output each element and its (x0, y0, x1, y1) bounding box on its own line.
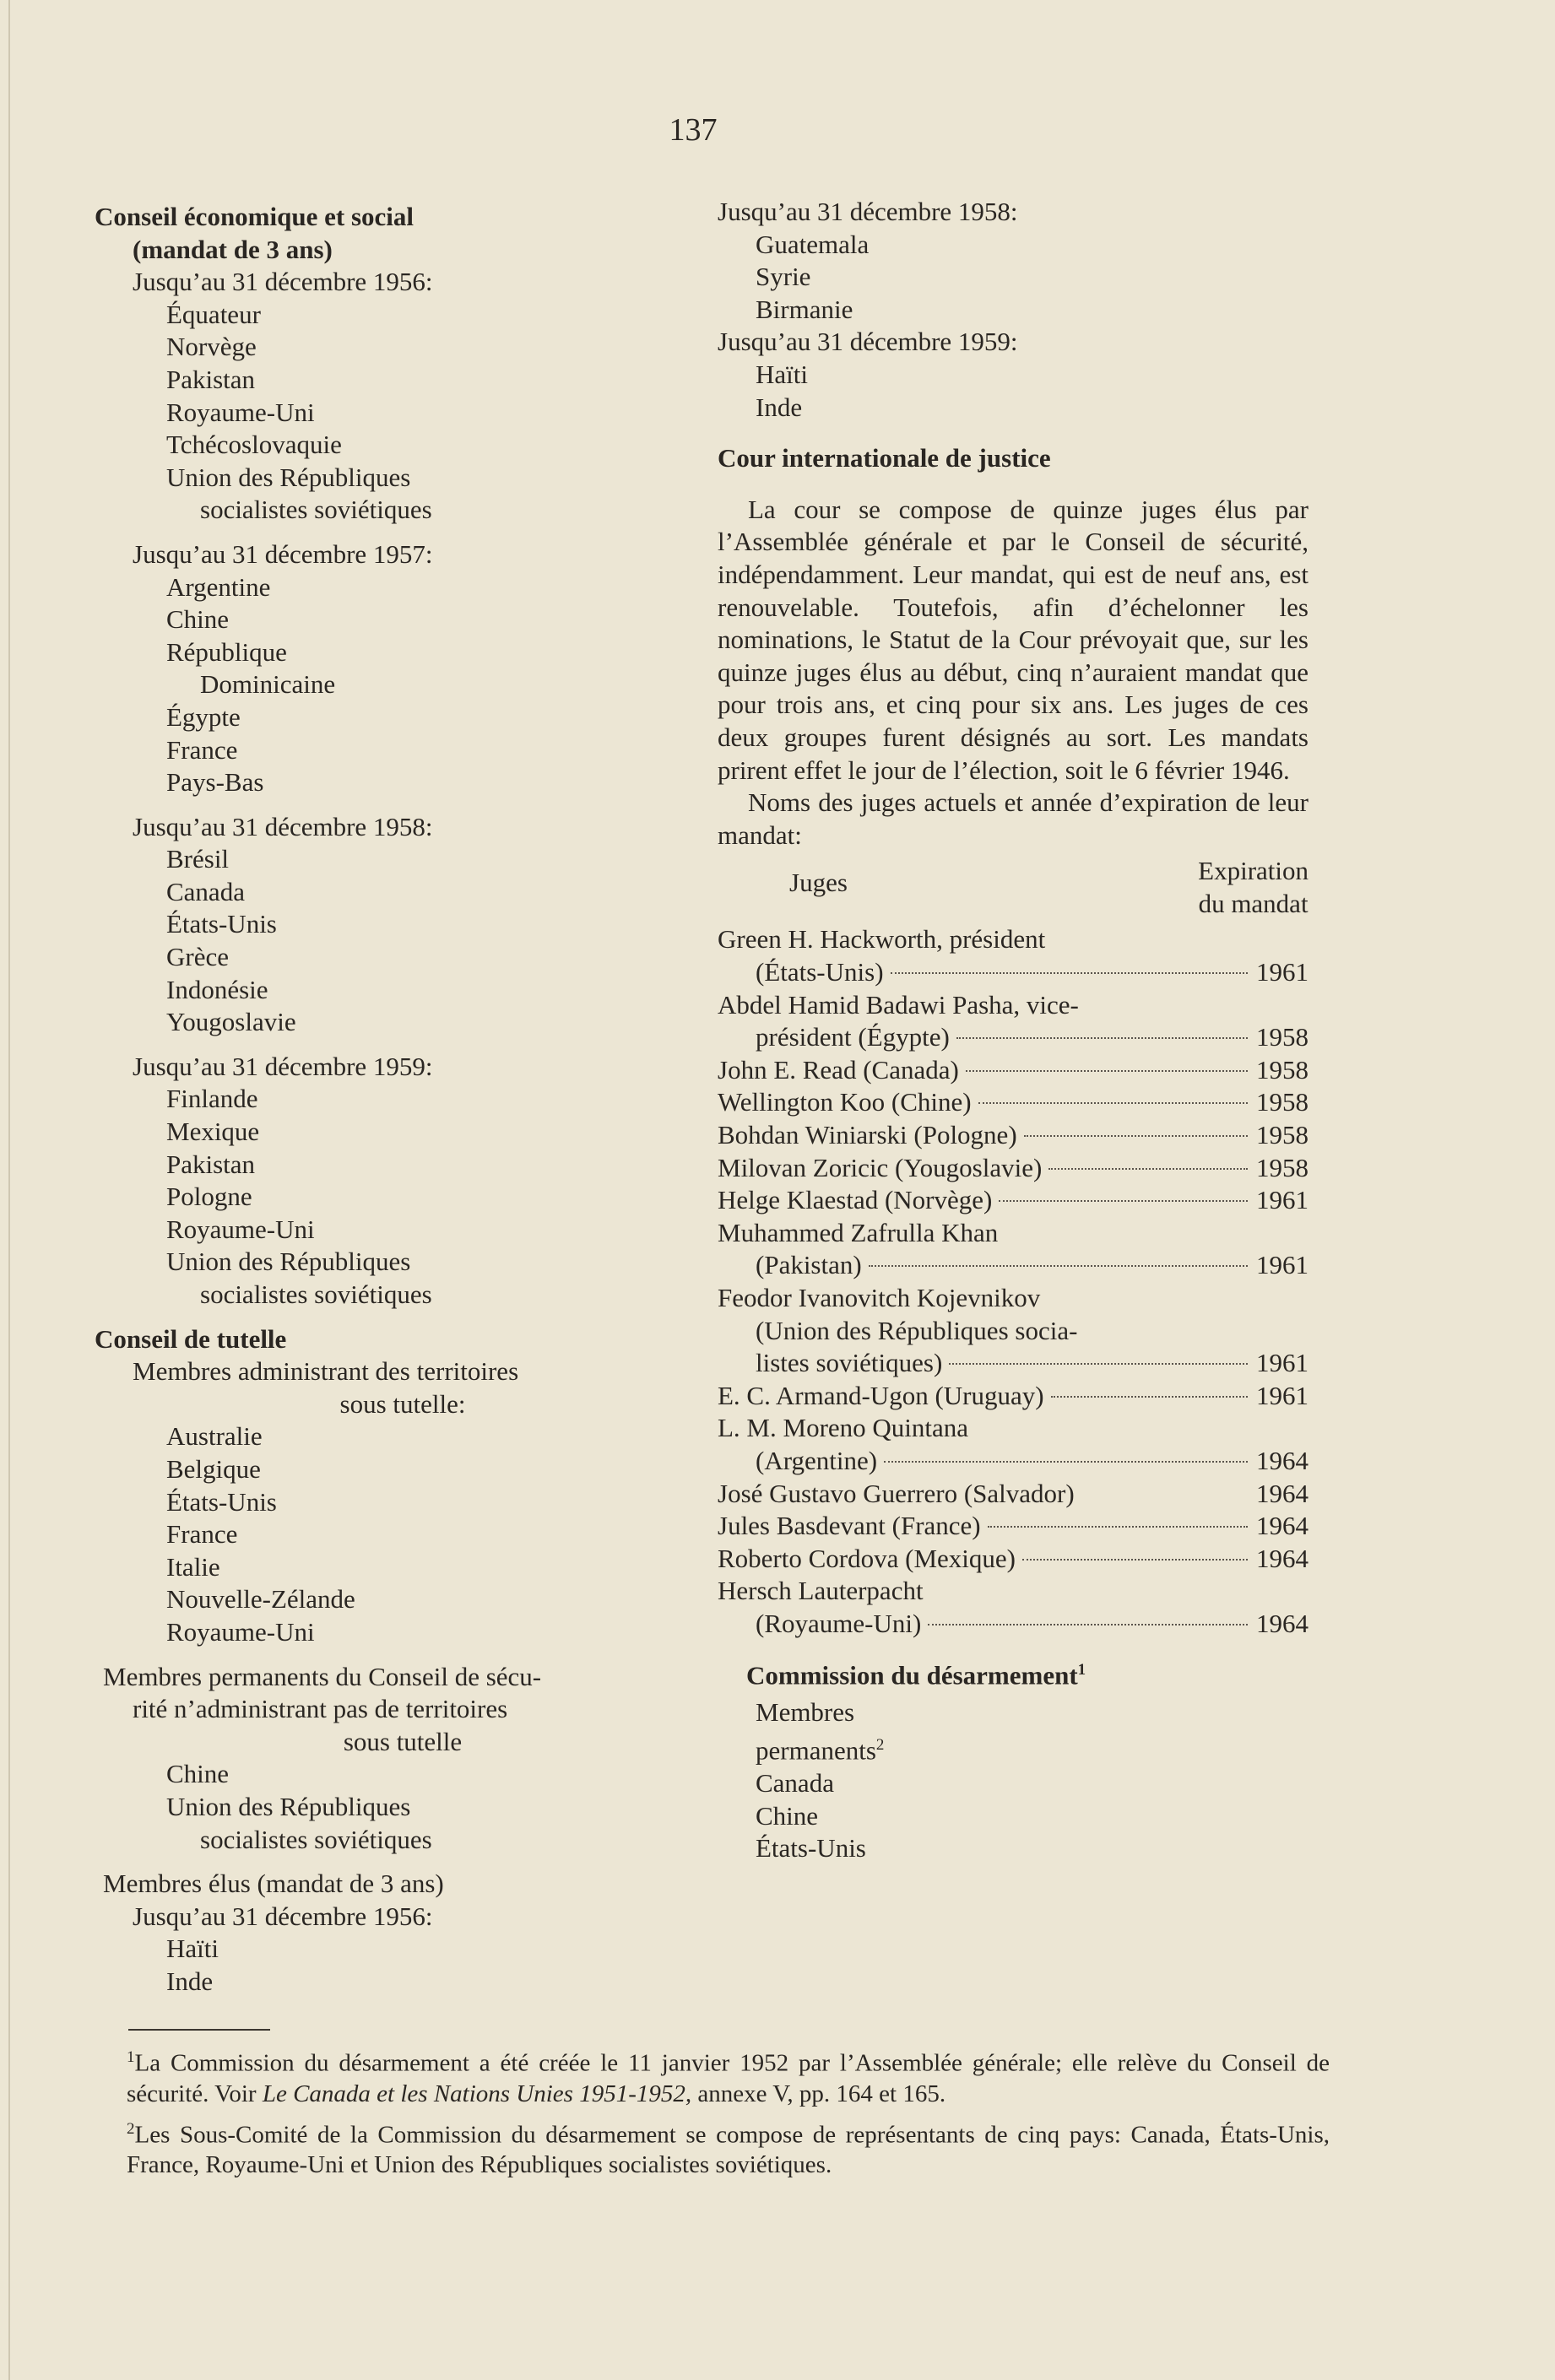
leader-dots (928, 1624, 1248, 1625)
footnote-ref: 1 (1077, 1660, 1086, 1679)
member: Pakistan (166, 1149, 256, 1179)
judge-year: 1958 (1256, 1120, 1308, 1150)
judge-name: (États-Unis) (756, 957, 884, 987)
member: France (166, 734, 238, 765)
permanent-heading-cont: rité n’administrant pas de territoires (133, 1694, 508, 1724)
judge-name: John E. Read (Canada) (718, 1054, 959, 1085)
admin-heading-cont: sous tutelle: (339, 1388, 466, 1419)
member: Australie (166, 1421, 263, 1452)
judge-name: Wellington Koo (Chine) (718, 1087, 972, 1117)
member: Canada (756, 1767, 834, 1798)
member: Royaume-Uni (166, 1214, 315, 1244)
member: Grèce (166, 942, 229, 972)
disarmament-title (718, 1654, 1308, 1692)
member: Canada (166, 876, 245, 906)
judge-name: Green H. Hackworth, président (718, 924, 1046, 955)
judge-name: L. M. Moreno Quintana (718, 1413, 969, 1443)
permanent-heading-cont: sous tutelle (343, 1726, 463, 1756)
member: Indonésie (166, 974, 268, 1004)
icj-paragraph: La cour se compose de quinze juges élus par l’Assemblée générale et par le Conseil de sécurité, indépendamment. Leur mandat, qui est de neuf ans, est renouvelable. Toutefois, afin d’échelonner les nominations, le Statut de la Cour prévoyait que, sur les quinze juges élus au début, cinq n’auraient mandat que pour trois ans, et cinq pour six ans. Les juges de ces deux groupes furent désignés au sort. Les mandats prirent effet le jour de l’élection, soit le 6 février 1946. (718, 494, 1308, 785)
judge-row (718, 1184, 1308, 1217)
member: Mexique (166, 1117, 260, 1147)
icj-paragraph: Noms des juges actuels et année d’expiration de leur mandat: (718, 787, 1308, 850)
member: Chine (166, 604, 230, 635)
leader-dots (884, 1461, 1248, 1463)
judge-year: 1958 (1256, 1087, 1308, 1117)
member-continuation: socialistes soviétiques (200, 1824, 432, 1854)
judge-name: E. C. Armand-Ugon (Uruguay) (718, 1380, 1044, 1410)
member: États-Unis (756, 1833, 866, 1863)
judge-row (718, 1249, 1308, 1282)
member: Pakistan (166, 364, 256, 394)
judge-name: (Royaume-Uni) (756, 1608, 922, 1638)
judge-name: (Pakistan) (756, 1250, 862, 1280)
footnote-mark: 2 (127, 2119, 135, 2138)
member-continuation: socialistes soviétiques (200, 1279, 432, 1309)
member: Union des Républiques (166, 1791, 411, 1821)
permanents-label (718, 1729, 1308, 1767)
leader-dots (949, 1363, 1248, 1365)
member: Finlande (166, 1084, 258, 1114)
leader-dots (956, 1037, 1248, 1039)
member: Syrie (756, 262, 811, 292)
member: Union des Républiques (166, 462, 411, 492)
member: Haïti (166, 1934, 219, 1964)
admin-heading: Membres administrant des territoires (133, 1356, 519, 1387)
judge-year: 1964 (1256, 1445, 1308, 1475)
member: Italie (166, 1551, 220, 1582)
disarmament-title-text: Commission du désarmement (746, 1659, 1078, 1690)
judges-list (718, 923, 1308, 1640)
judge-year: 1964 (1256, 1608, 1308, 1638)
member: Royaume-Uni (166, 397, 315, 427)
member: Haïti (756, 359, 808, 389)
judge-row (718, 1608, 1308, 1641)
judge-year: 1961 (1256, 1348, 1308, 1378)
judge-year: 1961 (1256, 957, 1308, 987)
ecosoc-subtitle: (mandat de 3 ans) (133, 234, 333, 264)
left-column (95, 201, 711, 1998)
judge-row (718, 1543, 1308, 1576)
leader-dots (891, 972, 1248, 974)
judge-name: Muhammed Zafrulla Khan (718, 1217, 999, 1247)
member: Norvège (166, 332, 257, 362)
footnote-mark: 1 (127, 2048, 135, 2066)
term-heading: Jusqu’au 31 décembre 1959: (133, 1051, 433, 1081)
judge-name: Jules Basdevant (France) (718, 1511, 981, 1541)
judge-year: 1961 (1256, 1380, 1308, 1410)
judge-name: José Gustavo Guerrero (Salvador) (718, 1478, 1075, 1508)
leader-dots (869, 1265, 1248, 1267)
judge-row (718, 1086, 1308, 1119)
trusteeship-title: Conseil de tutelle (95, 1323, 287, 1354)
member: Tchécoslovaquie (166, 430, 342, 460)
footnote-2 (127, 2114, 1330, 2181)
member: République (166, 636, 287, 667)
judge-year: 1958 (1256, 1054, 1308, 1085)
judge-name: listes soviétiques) (756, 1348, 943, 1378)
footnote-citation: Le Canada et les Nations Unies 1951-1952, (262, 2080, 692, 2107)
judge-year: 1964 (1256, 1511, 1308, 1541)
member: France (166, 1519, 238, 1550)
judge-row (718, 1380, 1308, 1413)
judge-name: Abdel Hamid Badawi Pasha, vice- (718, 989, 1079, 1020)
member: Argentine (166, 571, 271, 602)
footnote-ref: 2 (875, 1736, 885, 1755)
judge-name: Helge Klaestad (Norvège) (718, 1185, 993, 1215)
judge-name: Milovan Zoricic (Yougoslavie) (718, 1152, 1043, 1182)
leader-dots (988, 1526, 1248, 1528)
member: Chine (756, 1800, 819, 1831)
leader-dots (1048, 1168, 1248, 1170)
judge-name: président (Égypte) (756, 1022, 950, 1052)
term-heading: Jusqu’au 31 décembre 1957: (133, 538, 433, 569)
icj-title: Cour internationale de justice (718, 443, 1051, 473)
permanent-heading: Membres permanents du Conseil de sécu- (103, 1661, 542, 1691)
judge-name: Feodor Ivanovitch Kojevnikov (718, 1283, 1041, 1312)
judge-name: (Union des Républiques socia- (756, 1315, 1078, 1345)
term-heading: Jusqu’au 31 décembre 1956: (133, 1901, 433, 1931)
col-expiration-line: Expiration (1198, 856, 1308, 886)
page-edge (8, 0, 10, 2380)
judge-row (718, 1152, 1308, 1185)
member: Pays-Bas (166, 767, 264, 798)
judge-row (718, 1347, 1308, 1380)
judge-row (718, 1119, 1308, 1152)
footnote-text: Les Sous-Comité de la Commission du désarmement se compose de représentants de cinq pays: Canada, États-Unis, France, Royaume-Uni et Union des Républiques socialistes soviétiques. (127, 2121, 1330, 2179)
member: Brésil (166, 844, 230, 874)
elected-heading: Membres élus (mandat de 3 ans) (103, 1869, 444, 1899)
member: Pologne (166, 1182, 252, 1212)
judge-year: 1961 (1256, 1250, 1308, 1280)
judge-row (718, 1054, 1308, 1087)
judge-year: 1958 (1256, 1022, 1308, 1052)
col-expiration-line: du mandat (1198, 888, 1308, 918)
judge-year: 1961 (1256, 1185, 1308, 1215)
judge-name: Bohdan Winiarski (Pologne) (718, 1120, 1017, 1150)
leader-dots (1022, 1559, 1248, 1561)
term-heading: Jusqu’au 31 décembre 1958: (133, 811, 433, 841)
footnote-1 (127, 2042, 1330, 2109)
judge-name: Hersch Lauterpacht (718, 1576, 924, 1606)
member: Belgique (166, 1453, 261, 1484)
permanents-label-text: permanents (756, 1735, 876, 1766)
member: Nouvelle-Zélande (166, 1584, 355, 1615)
judge-year: 1958 (1256, 1152, 1308, 1182)
members-label: Membres (756, 1697, 855, 1728)
member: Égypte (166, 701, 241, 732)
footnote-rule (128, 2029, 270, 2031)
member: Royaume-Uni (166, 1616, 315, 1647)
judge-row (718, 1478, 1308, 1511)
term-heading: Jusqu’au 31 décembre 1958: (718, 197, 1018, 226)
member-continuation: socialistes soviétiques (200, 495, 432, 525)
member: Yougoslavie (166, 1007, 296, 1037)
page-number: 137 (669, 112, 718, 148)
member: Équateur (166, 299, 261, 329)
col-judges: Juges (789, 868, 848, 898)
member-continuation: Dominicaine (200, 669, 336, 700)
footnote-text: annexe V, pp. 164 et 165. (691, 2080, 946, 2107)
judge-row (718, 1510, 1308, 1543)
member: Union des Républiques (166, 1247, 411, 1277)
judge-name: Roberto Cordova (Mexique) (718, 1543, 1016, 1573)
member: Inde (756, 392, 803, 422)
judge-year: 1964 (1256, 1543, 1308, 1573)
leader-dots (966, 1070, 1248, 1072)
judge-row (718, 1445, 1308, 1478)
judge-year: 1964 (1256, 1478, 1308, 1508)
ecosoc-title: Conseil économique et social (95, 202, 414, 231)
member: États-Unis (166, 1486, 277, 1517)
member: Birmanie (756, 294, 853, 324)
member: États-Unis (166, 909, 277, 939)
judge-name: (Argentine) (756, 1445, 878, 1475)
leader-dots (999, 1200, 1248, 1202)
leader-dots (978, 1102, 1248, 1104)
member: Guatemala (756, 229, 870, 259)
judges-table-header (718, 855, 1308, 920)
col-expiration (1198, 855, 1308, 920)
judge-row (718, 1021, 1308, 1054)
footnotes (127, 2042, 1330, 2180)
member: Chine (166, 1759, 230, 1789)
judge-row (718, 956, 1308, 989)
right-column (718, 196, 1308, 1865)
leader-dots (1024, 1135, 1248, 1137)
term-heading: Jusqu’au 31 décembre 1956: (133, 267, 433, 297)
member: Inde (166, 1966, 214, 1996)
term-heading: Jusqu’au 31 décembre 1959: (718, 327, 1018, 357)
leader-dots (1051, 1396, 1248, 1398)
footnote-text: La Commission du désarmement a été créée le 11 janvier 1952 par l’Assemblée générale; elle relève du Conseil de sécurité. Voir (127, 2049, 1330, 2107)
